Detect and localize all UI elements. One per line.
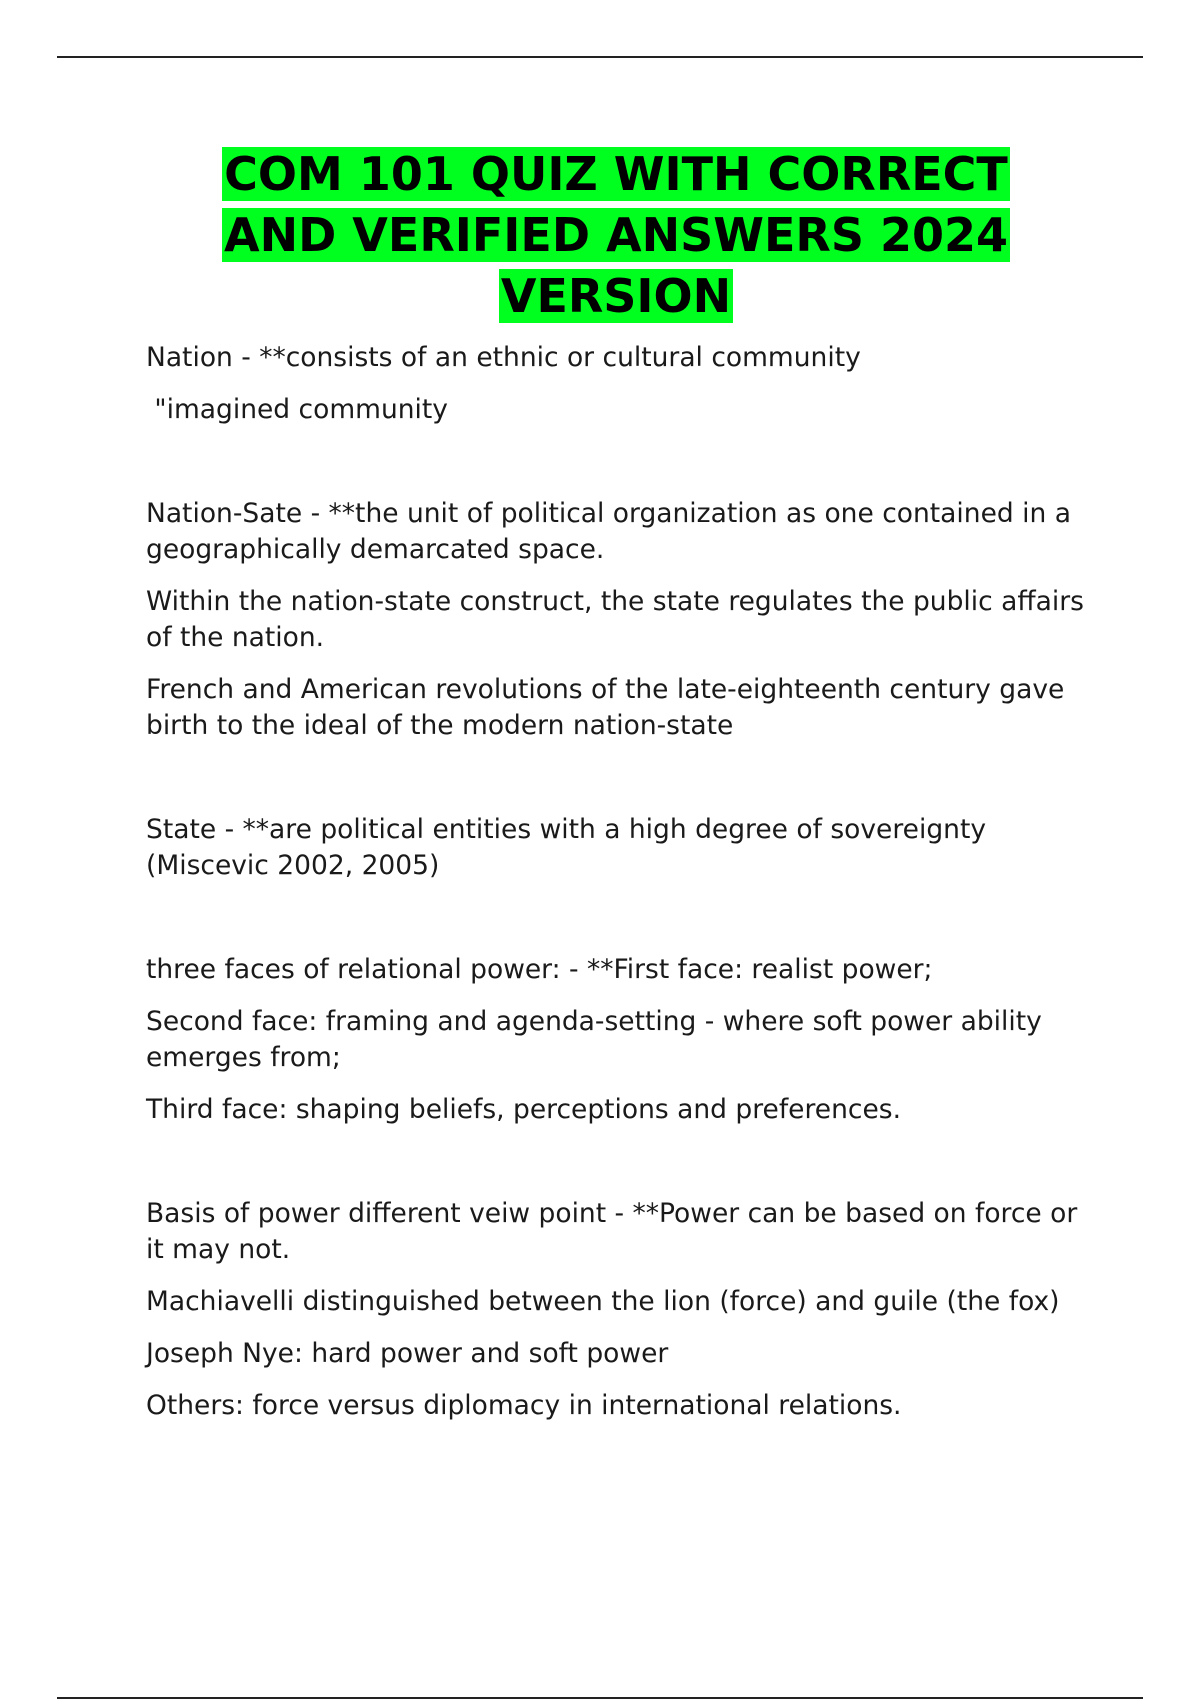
entry-paragraph: Second face: framing and agenda-setting - where soft power ability emerges from; [146, 1006, 1042, 1073]
title-line-1: COM 101 QUIZ WITH CORRECT [224, 147, 1008, 201]
entry-relational-power [146, 952, 1086, 1128]
entry-paragraph: French and American revolutions of the late-eighteenth century gave birth to the ideal of the modern nation-state [146, 674, 1065, 741]
entry-paragraph: Basis of power different veiw point - **Power can be based on force or it may not. [146, 1198, 1078, 1265]
entry-basis-of-power [146, 1196, 1086, 1424]
entry-paragraph: Others: force versus diplomacy in international relations. [146, 1390, 902, 1421]
entry-paragraph: State - **are political entities with a high degree of sovereignty (Miscevic 2002, 2005) [146, 814, 987, 881]
document-body [146, 340, 1086, 1424]
entry-nation [146, 340, 1086, 428]
entry-paragraph: Third face: shaping beliefs, perceptions and preferences. [146, 1094, 902, 1125]
bottom-rule [57, 1697, 1143, 1699]
entry-paragraph: Joseph Nye: hard power and soft power [146, 1338, 669, 1369]
document-title [120, 144, 1112, 327]
entry-paragraph: Nation - **consists of an ethnic or cultural community [146, 342, 861, 373]
title-line-2: AND VERIFIED ANSWERS 2024 [224, 208, 1008, 262]
entry-paragraph: Nation-Sate - **the unit of political organization as one contained in a geographically demarcated space. [146, 498, 1071, 565]
entry-paragraph: Machiavelli distinguished between the lion (force) and guile (the fox) [146, 1286, 1060, 1317]
entry-paragraph: "imagined community [146, 394, 448, 425]
entry-state [146, 812, 1086, 884]
entry-nation-state [146, 496, 1086, 744]
entry-paragraph: three faces of relational power: - **First face: realist power; [146, 954, 933, 985]
title-line-3: VERSION [500, 269, 732, 323]
top-rule [57, 56, 1143, 58]
entry-paragraph: Within the nation-state construct, the state regulates the public affairs of the nation. [146, 586, 1084, 653]
